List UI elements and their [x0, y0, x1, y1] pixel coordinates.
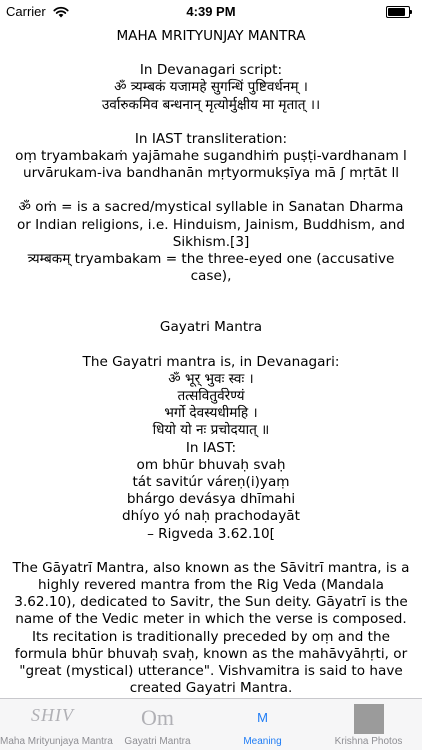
text-line: highly revered mantra from the Rig Veda (Mandala	[38, 577, 384, 594]
text-line: name of the Vedic meter in which the verse is composed.	[15, 611, 407, 628]
text-line: or Indian religions, i.e. Hinduism, Jainism, Buddhism, and	[16, 216, 406, 233]
carrier-label: Carrier	[6, 4, 46, 19]
text-line: धियो यो नः प्रचोदयात् ॥	[152, 422, 270, 439]
status-time: 4:39 PM	[186, 4, 236, 19]
tab-maha-mrityunjaya[interactable]	[0, 699, 113, 750]
text-line: created Gayatri Mantra.	[129, 680, 293, 697]
text-line: उर्वारुकमिव बन्धनान् मृत्योर्मुक्षीय मा मृतात् ।।	[101, 96, 321, 113]
text-line: In IAST transliteration:	[134, 130, 288, 147]
text-line: The Gāyatrī Mantra, also known as the Sāvitrī mantra, is a	[12, 559, 410, 576]
photo-icon	[315, 705, 422, 733]
tab-gayatri-mantra[interactable]	[105, 699, 210, 750]
text-line: In IAST:	[185, 439, 237, 456]
text-line: tát savitúr váreṇ(i)yaṃ	[132, 474, 290, 491]
text-line: om bhūr bhuvaḥ svaḥ	[136, 456, 286, 473]
text-line: MAHA MRITYUNJAY MANTRA	[116, 28, 306, 44]
text-line: In Devanagari script:	[139, 62, 283, 79]
text-line: formula bhūr bhuvaḥ svaḥ, known as the mahāvyāhṛti, or	[14, 645, 408, 662]
text-line: – Rigveda 3.62.10[	[147, 525, 275, 542]
text-line: ॐ त्र्यम्बकं यजामहे सुगन्धिं पुष्टिवर्धनम् ।	[114, 79, 308, 96]
text-line: तत्सवितुर्वरेण्यं	[177, 388, 245, 405]
battery-icon	[386, 6, 410, 18]
text-line: Sikhism.[3]	[172, 233, 250, 250]
text-line: ॐ भूर् भुवः स्वः ।	[168, 370, 254, 387]
tab-label: Maha Mrityunjaya Mantra	[0, 736, 113, 747]
shiv-icon: SHIV	[31, 705, 74, 725]
text-line: त्र्यम्बकम् tryambakam = the three-eyed one (accusative	[27, 251, 395, 268]
text-line: Its recitation is traditionally preceded by oṃ and the	[32, 628, 390, 645]
tab-meaning[interactable]	[210, 699, 315, 750]
text-line: oṃ tryambakaṁ yajāmahe sugandhiṁ puṣṭi-vardhanam l	[15, 148, 407, 165]
text-line: dhíyo yó naḥ prachodayāt	[122, 508, 300, 525]
text-line: bhárgo devásya dhīmahi	[126, 491, 296, 508]
tab-bar	[0, 698, 422, 750]
tab-label: Meaning	[243, 736, 282, 747]
section-heading: Gayatri Mantra	[159, 319, 263, 336]
text-line: The Gayatri mantra is, in Devanagari:	[82, 353, 340, 370]
text-line: "great (mystical) utterance". Vishvamitra is said to have	[19, 663, 403, 680]
tab-label: Krishna Photos	[334, 736, 403, 747]
om-icon: Om	[141, 705, 174, 730]
tab-krishna-photos[interactable]	[315, 699, 422, 750]
text-line: urvārukam-iva bandhanān mṛtyormukṣīya mā ʃ mṛtāt ll	[22, 165, 400, 182]
m-icon: M	[257, 710, 268, 725]
text-line: case),	[190, 268, 232, 285]
tab-label: Gayatri Mantra	[124, 736, 191, 747]
meaning-text-view[interactable]	[0, 24, 422, 699]
text-line: ॐ oṁ = is a sacred/mystical syllable in Sanatan Dharma	[18, 199, 404, 216]
text-line: 3.62.10), dedicated to Savitr, the Sun deity. Gāyatrī is the	[14, 594, 408, 611]
text-line: भर्गो देवस्यधीमहि ।	[164, 405, 258, 422]
status-bar	[0, 0, 422, 24]
